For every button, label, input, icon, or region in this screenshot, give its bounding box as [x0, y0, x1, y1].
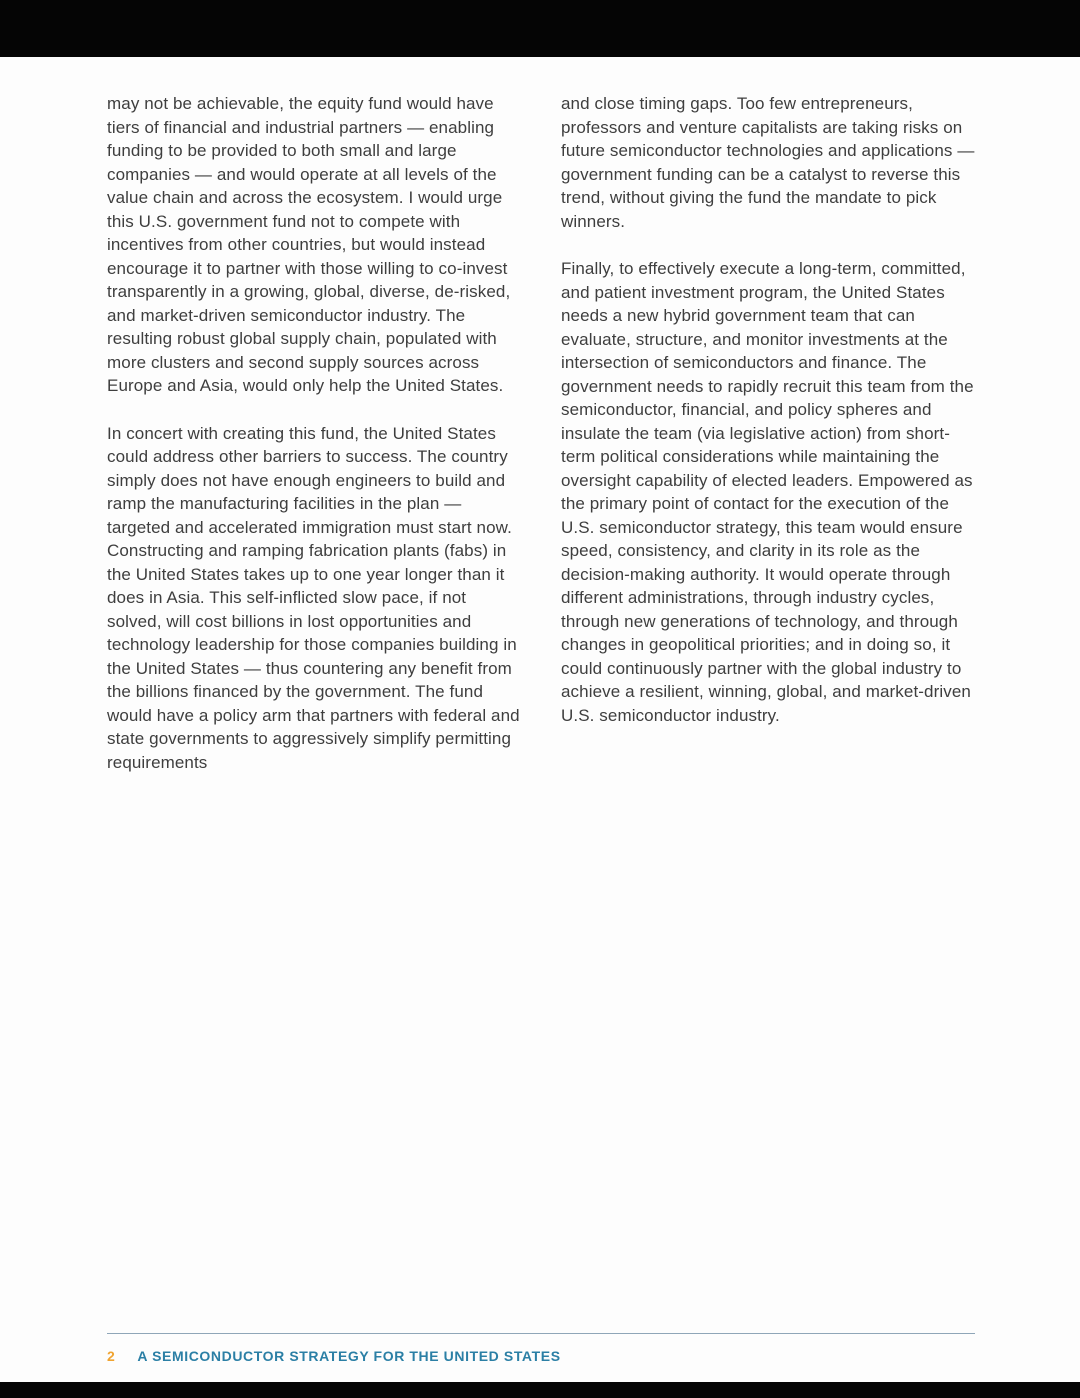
- document-page: [0, 57, 1080, 1382]
- left-column: [107, 92, 521, 798]
- footer-text-line: [107, 1348, 975, 1364]
- paragraph: and close timing gaps. Too few entrepreneurs, professors and venture capitalists are taking risks on future semiconductor technologies and applications — government funding can be a catalyst to reverse this trend, without giving the fund the mandate to pick winners.: [561, 94, 975, 231]
- two-column-text: [107, 92, 975, 798]
- scan-edge-bottom: [0, 1382, 1080, 1398]
- right-column: [561, 92, 975, 798]
- paragraph: In concert with creating this fund, the United States could address other barriers to success. The country simply does not have enough engineers to build and ramp the manufacturing facilities in the plan — targeted and accelerated immigration must start now. Constructing and ramping fabrication plants (fabs) in the United States takes up to one year longer than it does in Asia. This self-inflicted slow pace, if not solved, will cost billions in lost opportunities and technology leadership for those companies building in the United States — thus countering any benefit from the billions financed by the government. The fund would have a policy arm that partners with federal and state governments to aggressively simplify permitting requirements: [107, 423, 520, 772]
- page-number: 2: [107, 1348, 116, 1364]
- paragraph: Finally, to effectively execute a long-term, committed, and patient investment program, the United States needs a new hybrid government team that can evaluate, structure, and monitor investments at the intersection of semiconductors and finance. The government needs to rapidly recruit this team from the semiconductor, financial, and policy spheres and insulate the team (via legislative action) from short-term political considerations while maintaining the oversight capability of elected leaders. Empowered as the primary point of contact for the execution of the U.S. semiconductor strategy, this team would ensure speed, consistency, and clarity in its role as the decision-making authority. It would operate through different administrations, through industry cycles, through new generations of technology, and through changes in geopolitical priorities; and in doing so, it could continuously partner with the global industry to achieve a resilient, winning, global, and market-driven U.S. semiconductor industry.: [561, 259, 974, 725]
- footer-divider: [107, 1333, 975, 1334]
- paragraph: may not be achievable, the equity fund would have tiers of financial and industrial partners — enabling funding to be provided to both small and large companies — and would operate at all levels of the value chain and across the ecosystem. I would urge this U.S. government fund not to compete with incentives from other countries, but would instead encourage it to partner with those willing to co-invest transparently in a growing, global, diverse, de-risked, and market-driven semiconductor industry. The resulting robust global supply chain, populated with more clusters and second supply sources across Europe and Asia, would only help the United States.: [107, 94, 511, 395]
- scan-edge-top: [0, 0, 1080, 57]
- footer-title: A SEMICONDUCTOR STRATEGY FOR THE UNITED STATES: [137, 1348, 561, 1364]
- page-footer: [107, 1333, 975, 1364]
